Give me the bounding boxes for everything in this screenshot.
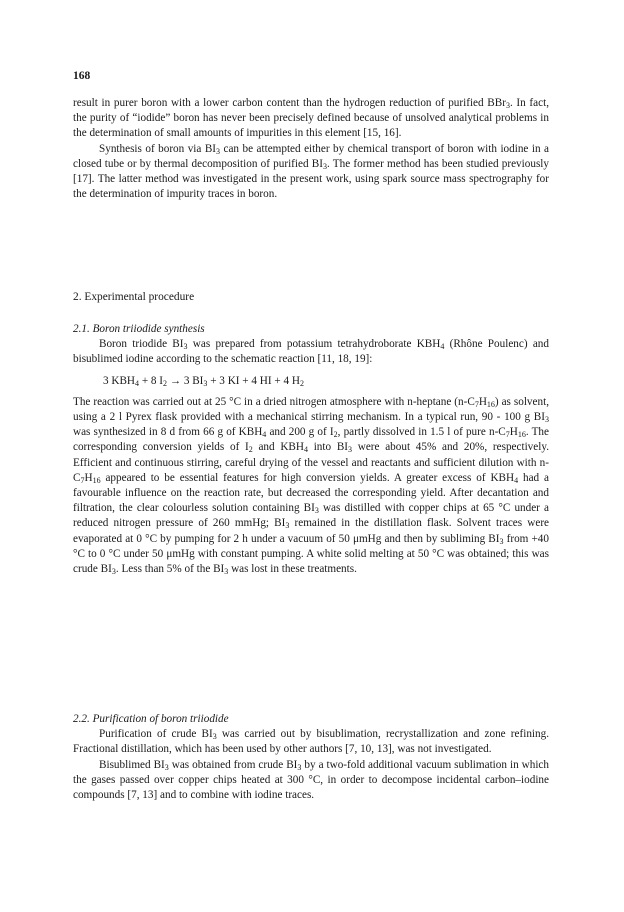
subsection-heading: 2.2. Purification of boron triiodide bbox=[73, 713, 229, 725]
paragraph: Purification of crude $BI_3$ was carried out by bisublimation, recrystallization and zone refining. Fractional distillation, which has been used by other authors [7, 10, 13], was not investigated. bbox=[73, 728, 550, 756]
paragraph: Bisublimed $BI_3$ was obtained from crude $BI_3$ by a two-fold additional vacuum sublimation in which the gases passed over copper chips heated at 300 °C, in order to decompose incidental carbon–iodine compounds [7, 13] and to combine with iodine traces. bbox=[73, 758, 549, 802]
paragraph: result in purer boron with a lower carbon content than the hydrogen reduction of purified BBr$_3$. In fact, the purity of “iodide” boron has never been precisely defined because of unsolved analytical problems in the determination of small amounts of impurities in this element [15, 16]. bbox=[73, 97, 549, 140]
section-heading: 2. Experimental procedure bbox=[73, 291, 195, 303]
subsection-heading: 2.1. Boron triiodide synthesis bbox=[73, 323, 205, 335]
section-2-1 bbox=[73, 322, 549, 577]
page-number: 168 bbox=[73, 70, 91, 82]
paragraph: Boron triodide $BI_3$ was prepared from potassium tetrahydroborate $KBH_4$ (Rhône Poulenc) and bisublimed iodine according to the schematic reaction [11, 18, 19]: bbox=[73, 338, 549, 366]
reaction-equation: 3 $KBH_4 + 8$ $I_2 \to 3$ $BI_3 + 3$ KI + 4 HI + 4 $H_2$ bbox=[103, 374, 304, 388]
section-2-2 bbox=[73, 712, 549, 803]
paragraph: The reaction was carried out at 25 °C in a dried nitrogen atmosphere with n-heptane $(n-C_7H_{16})$ as solvent, using a 2 l Pyrex flask provided with a mechanical stirring mechanism. In a typical run, 90 - 100 g $BI_3$ was synthesized in 8 d from 66 g of $KBH_4$ and 200 g of $I_2$, partly dissolved in 1.5 l of pure $n-C_7H_{16}$. The corresponding conversion yields of $I_2$ and $KBH_4$ into $BI_3$ were about 45% and 20%, respectively. Efficient and continuous stirring, careful drying of the vessel and reactants and sufficient dilution with $n-C_7H_{16}$ appeared to be essential features for high conversion yields. A greater excess of $KBH_4$ had a favourable influence on the reaction rate, but decreased the corresponding yield. After decantation and filtration, the clear colourless solution containing $BI_3$ was distilled with copper chips at 65 °C under a reduced nitrogen pressure of 260 mmHg; $BI_3$ remained in the distillation flask. Solvent traces were evaporated at 0 °C by pumping for 2 h under a vacuum of 50 μmHg and then by subliming $BI_3$ from +40 °C to 0 °C under 50 μmHg with constant pumping. A white solid melting at 50 °C was obtained; this was crude $BI_3$. Less than 5% of the $BI_3$ was lost in these treatments. bbox=[73, 395, 550, 577]
paragraph: Synthesis of boron via $BI_3$ can be attempted either by chemical transport of boron with iodine in a closed tube or by thermal decomposition of purified $BI_3$. The former method has been studied previously [17]. The latter method was investigated in the present work, using spark source mass spectrography for the determination of impurity traces in boron. bbox=[73, 142, 549, 201]
intro-block bbox=[73, 96, 549, 202]
